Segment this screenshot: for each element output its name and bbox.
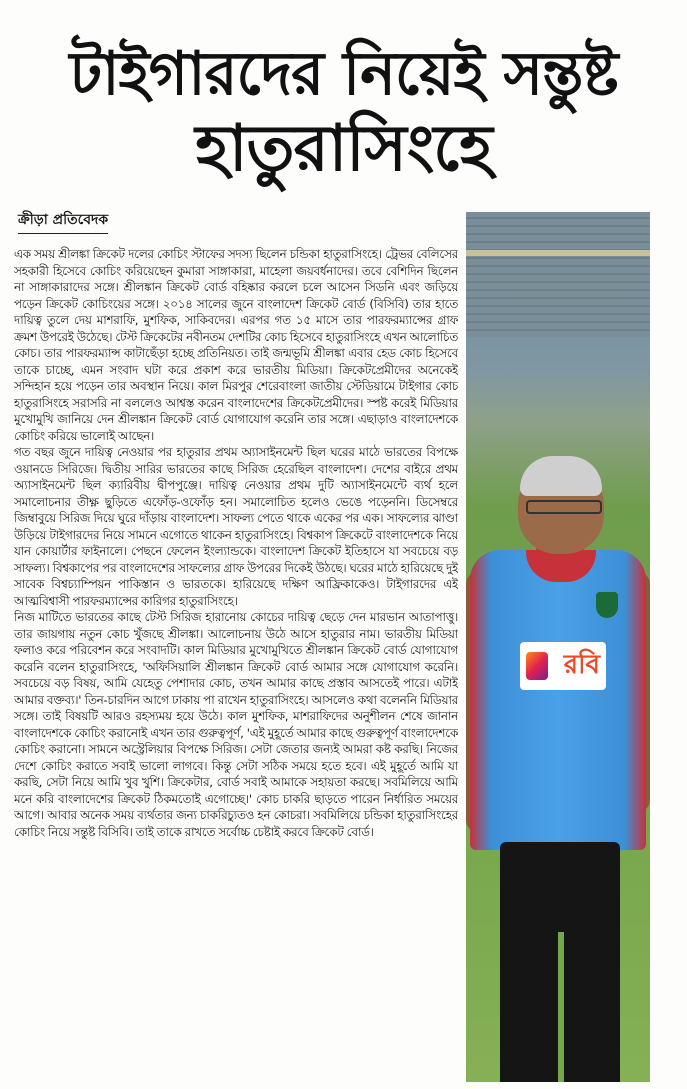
stadium-background [466,212,650,337]
article-body [14,246,458,1076]
sponsor-mark-icon [526,652,548,680]
jersey [470,550,646,850]
sponsor-text: রবি [563,650,600,680]
paragraph-2: গত বছর জুনে দায়িত্ব নেওয়ার পর হাতুরার প্রথম অ্যাসাইনমেন্ট ছিল ঘরের মাঠে ভারতের বিপক্ষে ওয়ানডে সিরিজে। দ্বিতীয় সারির ভারতের কাছে সিরিজ হেরেছিল বাংলাদেশ। দেশের বাইরে প্রথম অ্যাসাইনমেন্ট ছিল ক্যারিবীয় দ্বীপপুঞ্জে। দায়িত্ব নেওয়ার প্রথম দুটি অ্যাসাইনমেন্টে ব্যর্থ হলে সমালোচনার তীক্ষ্ণ ছুড়িতে এফোঁড়-ওফোঁড় হন। সমালোচিত হলেও ভেঙে পড়েননি। ডিসেম্বরে জিম্বাবুয়ে সিরিজ দিয়ে ঘুরে দাঁড়ায় বাংলাদেশ। সাফল্য পেতে থাকে একের পর এক। সাফল্যের ঝাণ্ডা উড়িয়ে টাইগারদের নিয়ে সামনে এগোতে থাকেন হাতুরাসিংহে। বিশ্বকাপ ক্রিকেটে বাংলাদেশকে নিয়ে যান কোয়ার্টার ফাইনালে। পেছনে ফেলেন ইংল্যান্ডকে। বাংলাদেশ ক্রিকেট ইতিহাসে যা সবচেয়ে বড় সাফল্য। বিশ্বকাপের পর বাংলাদেশের সাফল্যের গ্রাফ উপরের দিকেই উঠছে। ঘরের মাঠে হারিয়েছে দুই সাবেক বিশ্বচ্যাম্পিয়ন পাকিস্তান ও ভারতকে। হারিয়েছে দক্ষিণ আফ্রিকাকেও। টাইগারদের এই আত্মবিশ্বাসী পারফরম্যান্সের কারিগর হাতুরাসিংহে। [14,445,458,608]
hair [520,456,602,496]
team-crest-icon [596,592,618,618]
coach-photo [466,212,650,1082]
headline [10,39,677,187]
glasses-icon [526,500,602,514]
trouser-gap [558,932,564,1082]
sponsor-logo [520,642,606,690]
paragraph-1: এক সময় শ্রীলঙ্কা ক্রিকেট দলের কোচিং স্টাফের সদস্য ছিলেন চন্ডিকা হাতুরাসিংহে। ট্রেভর বেলিসের সহকারী হিসেবে কোচিং করিয়েছেন কুমারা সাঙ্গাকারা, মাহেলা জয়বর্ধনাদের। তবে বেশিদিন ছিলেন না সাঙ্গাকারাদের সঙ্গে। শ্রীলঙ্কান ক্রিকেট বোর্ড বহিষ্কার করলে চলে আসেন সিডনি এবং জড়িয়ে পড়েন ক্রিকেট কোচিংয়ের সঙ্গে। ২০১৪ সালের জুনে বাংলাদেশ ক্রিকেট বোর্ড (বিসিবি) তার হাতে দায়িত্ব তুলে দেয় মাশরাফি, মুশফিক, সাকিবদের। এরপর গত ১৫ মাসে তার পারফরম্যান্সের গ্রাফ ক্রমশ উপরেই উঠেছে। টেস্ট ক্রিকেটের নবীনতম দেশটির কোচ হিসেবে হাতুরাসিংহে এখন আলোচিত কোচ। তার পারফরম্যান্স কাটাছেঁড়া হচ্ছে প্রতিনিয়ত। তাই জন্মভূমি শ্রীলঙ্কা এবার হেড কোচ হিসেবে তাকে চাচ্ছে, এমন সংবাদ ঘটা করে প্রকাশ করে ভারতীয় মিডিয়া। ক্রিকেটপ্রেমীদের অনেকেই সন্দিহান হয়ে পড়েন তার অবস্থান নিয়ে। কাল মিরপুর শেরেবাংলা জাতীয় স্টেডিয়ামে টাইগার কোচ হাতুরাসিংহে সরাসরি না বললেও আশ্বস্ত করেন বাংলাদেশের ক্রিকেটপ্রেমীদের। স্পষ্ট করেই মিডিয়ার মুখোমুখি জানিয়ে দেন শ্রীলঙ্কান ক্রিকেট বোর্ড যোগাযোগ করেনি তার সঙ্গে। এছাড়াও বাংলাদেশকে কোচিং করিয়ে ভালোই আছেন। [14,247,458,443]
headline-line-2: হাতুরাসিংহে [195,112,492,187]
stadium-rail [466,250,650,256]
paragraph-3: নিজ মাটিতে ভারতের কাছে টেস্ট সিরিজ হারানোয় কোচের দায়িত্ব ছেড়ে দেন মারভান আতাপাত্তু। তার জায়গায় নতুন কোচ খুঁজছে শ্রীলঙ্কা। আলোচনায় উঠে আসে হাতুরার নাম। ভারতীয় মিডিয়া ফলাও করে পরিবেশন করে সংবাদটি। কাল মিডিয়ার মুখোমুখিতে শ্রীলঙ্কান ক্রিকেট বোর্ড যোগাযোগ করেনি বলেন হাতুরাসিংহে, 'অফিসিয়ালি শ্রীলঙ্কান ক্রিকেট বোর্ড আমার সঙ্গে যোগাযোগ করেনি। সবচেয়ে বড় বিষয়, আমি যেহেতু পেশাদার কোচ, তখন আমার কাছে প্রস্তাব আসতেই পারে। এটাই আমার বক্তব্য।' তিন-চারদিন আগে ঢাকায় পা রাখেন হাতুরাসিংহে। আসলেও কথা বলেননি মিডিয়ার সঙ্গে। তাই বিষয়টি আরও রহস্যময় হয়ে উঠে। কাল মুশফিক, মাশরাফিদের অনুশীলন শেষে জানান বাংলাদেশকে কোচিং করানোই এখন তার গুরুত্বপূর্ণ, 'এই মুহূর্তে আমার কাছে গুরুত্বপূর্ণ বাংলাদেশকে কোচিং করানো। সামনে অস্ট্রেলিয়ার বিপক্ষে সিরিজ। সেটা জেতার জন্যই আমরা কষ্ট করছি। নিজের দেশে কোচিং করাতে সবাই ভালো লাগবে। কিন্তু সেটা সঠিক সময়ে হতে হবে। এই মুহূর্তে আমি যা করছি, সেটা নিয়ে আমি খুব খুশি। ক্রিকেটার, বোর্ড সবাই আমাকে সহায়তা করছে। সবমিলিয়ে আমি মনে করি বাংলাদেশের ক্রিকেট ঠিকমতোই এগোচ্ছে।' কোচ চাকরি ছাড়তে পারেন নির্ধারিত সময়ের আগে। আবার অনেক সময় ব্যর্থতার জন্য চাকরিচ্যুতও হন কোচরা। সবমিলিয়ে চন্ডিকা হাতুরাসিংহের কোচিং নিয়ে সন্তুষ্ট বিসিবি। তাই তাকে রাখতে সর্বোচ্চ চেষ্টাই করবে ক্রিকেট বোর্ড। [14,610,458,839]
headline-line-1: টাইগারদের নিয়েই সন্তুষ্ট [69,39,618,110]
byline: ক্রীড়া প্রতিবেদক [18,208,108,234]
